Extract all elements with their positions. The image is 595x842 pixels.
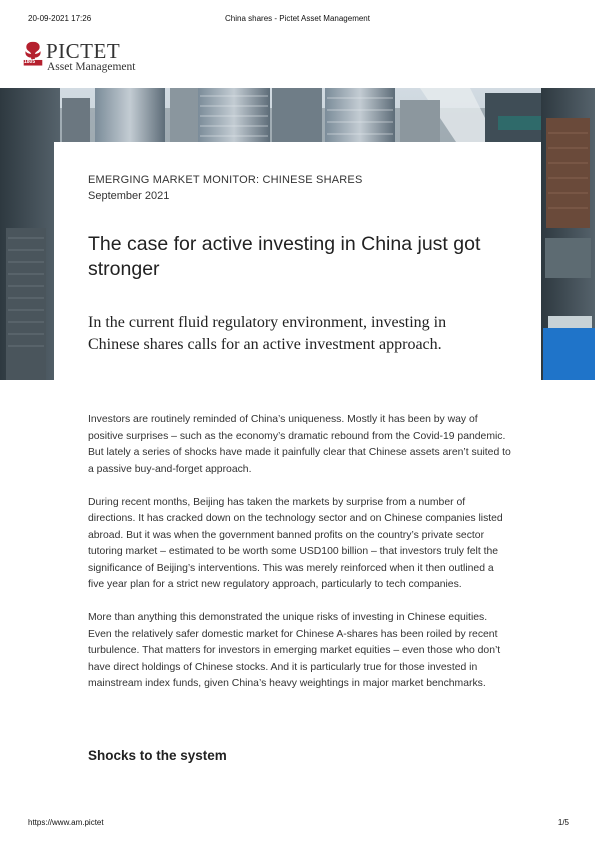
section-heading: Shocks to the system bbox=[88, 748, 227, 763]
body-paragraph: During recent months, Beijing has taken the markets by surprise from a number of directions. It has cracked down on the technology sector and on Chinese companies listed abroad. But it was when the government banned profits on the country’s private sector tutoring market – estimated to be worth some USD100 billion – that investors truly felt the significance of Beijing’s interventions. This was merely reinforced when it then outlined a five year plan for a strict new regulatory approach, particularly to tech companies. bbox=[88, 496, 503, 590]
logo-subtitle: Asset Management bbox=[47, 61, 136, 73]
print-page-title: China shares - Pictet Asset Management bbox=[225, 14, 370, 23]
print-page-number: 1/5 bbox=[557, 818, 569, 827]
print-url[interactable]: https://www.am.pictet bbox=[28, 818, 104, 827]
article-category: EMERGING MARKET MONITOR: CHINESE SHARES bbox=[88, 174, 363, 186]
article-header-card bbox=[54, 142, 541, 382]
article-body bbox=[88, 412, 512, 709]
body-paragraph: Investors are routinely reminded of China’s uniqueness. Mostly it has been by way of positive surprises – such as the economy’s dramatic rebound from the Covid-19 pandemic. But lately a series of shocks have made it painfully clear that Chinese assets aren’t suited to a passive buy-and-forget approach. bbox=[88, 414, 511, 475]
article-headline: The case for active investing in China just got stronger bbox=[88, 233, 481, 280]
pictet-logo[interactable] bbox=[22, 40, 182, 76]
print-datetime: 20-09-2021 17:26 bbox=[28, 14, 92, 23]
logo-year: 1805 bbox=[24, 59, 36, 65]
body-paragraph: More than anything this demonstrated the unique risks of investing in Chinese equities. Even the relatively safer domestic market for Chinese A-shares has been roiled by recent turbulence. That matters for investors in emerging market equities – even those who don’t have direct holdings of Chinese stocks. And it is particularly true for those invested in mainstream index funds, given China’s heavy weightings in major market benchmarks. bbox=[88, 612, 501, 689]
article-date: September 2021 bbox=[88, 190, 170, 202]
article-standfirst: In the current fluid regulatory environment, investing in Chinese shares calls for an active investment approach. bbox=[88, 314, 447, 353]
logo-wordmark: PICTET bbox=[46, 39, 121, 63]
